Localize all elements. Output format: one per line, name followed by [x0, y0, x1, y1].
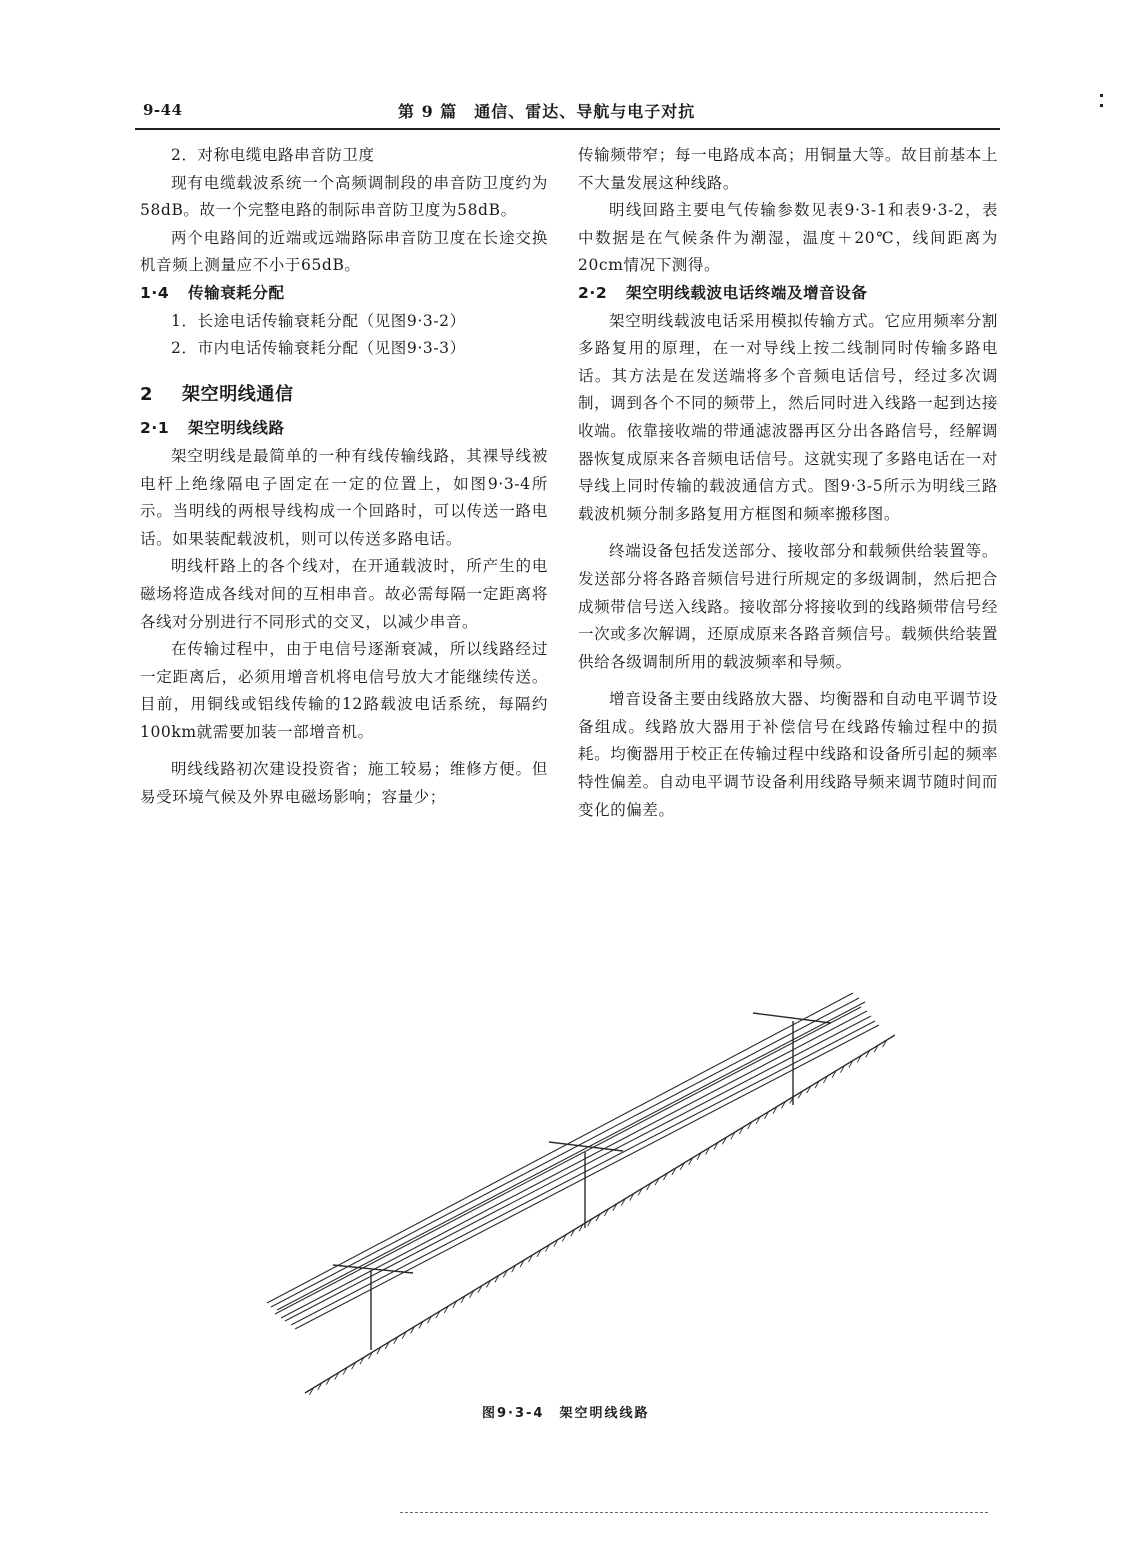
paragraph: 两个电路间的近端或远端路际串音防卫度在长途交换机音频上测量应不小于65dB。: [140, 228, 548, 275]
paragraph: 明线回路主要电气传输参数见表9·3-1和表9·3-2，表中数据是在气候条件为潮湿，温度＋20℃，线间距离为20cm情况下测得。: [578, 201, 998, 275]
subsection-number: 2·1: [140, 419, 170, 438]
subsection-heading-2-1: [140, 415, 548, 443]
figure-caption: 图9·3-4 架空明线线路: [482, 1406, 650, 1421]
subsection-title: 架空明线载波电话终端及增音设备: [626, 283, 868, 302]
right-column: [578, 142, 998, 824]
list-item: 2．市内电话传输衰耗分配（见图9·3-3）: [171, 339, 466, 358]
paragraph: 传输频带窄；每一电路成本高；用铜量大等。故目前基本上不大量发展这种线路。: [578, 146, 998, 192]
page-number: 9-44: [143, 101, 183, 119]
subsection-number: 2·2: [578, 283, 608, 302]
section-heading-2: [140, 381, 548, 409]
page-header-title: 第 9 篇 通信、雷达、导航与电子对抗: [398, 102, 696, 121]
scan-mark: [1100, 94, 1103, 97]
paragraph: 架空明线载波电话采用模拟传输方式。它应用频率分割多路复用的原理，在一对导线上按二线制同时传输多路电话。其方法是在发送端将多个音频电话信号，经过多次调制，调到各个不同的频带上，然后同时进入线路一起到达接收端。依靠接收端的带通滤波器再区分出各路信号，经解调器恢复成原来各音频电话信号。这就实现了多路电话在一对导线上同时传输的载波通信方式。图9·3-5所示为明线三路载波机频分制多路复用方框图和频率搬移图。: [578, 311, 998, 523]
footer-rule: [400, 1512, 988, 1513]
header-rule: [135, 128, 1000, 130]
paragraph: 增音设备主要由线路放大器、均衡器和自动电平调节设备组成。线路放大器用于补偿信号在线路传输过程中的损耗。均衡器用于校正在传输过程中线路和设备所引起的频率特性偏差。自动电平调节设备利用线路导频来调节随时间而变化的偏差。: [578, 690, 998, 819]
wires: [267, 993, 879, 1329]
item-2-heading: 2．对称电缆电路串音防卫度: [171, 146, 375, 164]
overhead-open-wire-figure: [255, 985, 895, 1395]
paragraph: 在传输过程中，由于电信号逐渐衰减，所以线路经过一定距离后，必须用增音机将电信号放大才能继续传送。目前，用铜线或铝线传输的12路载波电话系统，每隔约100km就需要加装一部增音机。: [140, 640, 548, 741]
section-title: 架空明线通信: [182, 383, 294, 405]
utility-pole: [753, 1013, 831, 1105]
subsection-heading-1-4: [140, 280, 548, 308]
list-item: 1．长途电话传输衰耗分配（见图9·3-2）: [171, 311, 466, 330]
subsection-number: 1·4: [140, 283, 170, 302]
left-column: [140, 142, 548, 812]
paragraph: 架空明线是最简单的一种有线传输线路，其裸导线被电杆上绝缘隔电子固定在一定的位置上，如图9·3-4所示。当明线的两根导线构成一个回路时，可以传送一路电话。如果装配载波机，则可以传送多路电话。: [140, 446, 548, 548]
scan-mark: [1100, 104, 1103, 107]
paragraph: 终端设备包括发送部分、接收部分和载频供给装置等。发送部分将各路音频信号进行所规定的多级调制，然后把合成频带信号送入线路。接收部分将接收到的线路频带信号经一次或多次解调，还原成原来各路音频信号。载频供给装置供给各级调制所用的载波频率和导频。: [578, 542, 998, 671]
subsection-title: 传输衰耗分配: [188, 283, 285, 302]
section-number: 2: [140, 383, 154, 405]
subsection-heading-2-2: [578, 280, 998, 308]
paragraph: 明线杆路上的各个线对，在开通载波时，所产生的电磁场将造成各线对间的互相串音。故必需每隔一定距离将各线对分别进行不同形式的交叉，以减少串音。: [140, 557, 548, 631]
subsection-title: 架空明线线路: [188, 419, 285, 438]
paragraph: 现有电缆载波系统一个高频调制段的串音防卫度约为58dB。故一个完整电路的制际串音防卫度为58dB。: [140, 173, 548, 220]
paragraph: 明线线路初次建设投资省；施工较易；维修方便。但易受环境气候及外界电磁场影响；容量少；: [140, 760, 548, 807]
